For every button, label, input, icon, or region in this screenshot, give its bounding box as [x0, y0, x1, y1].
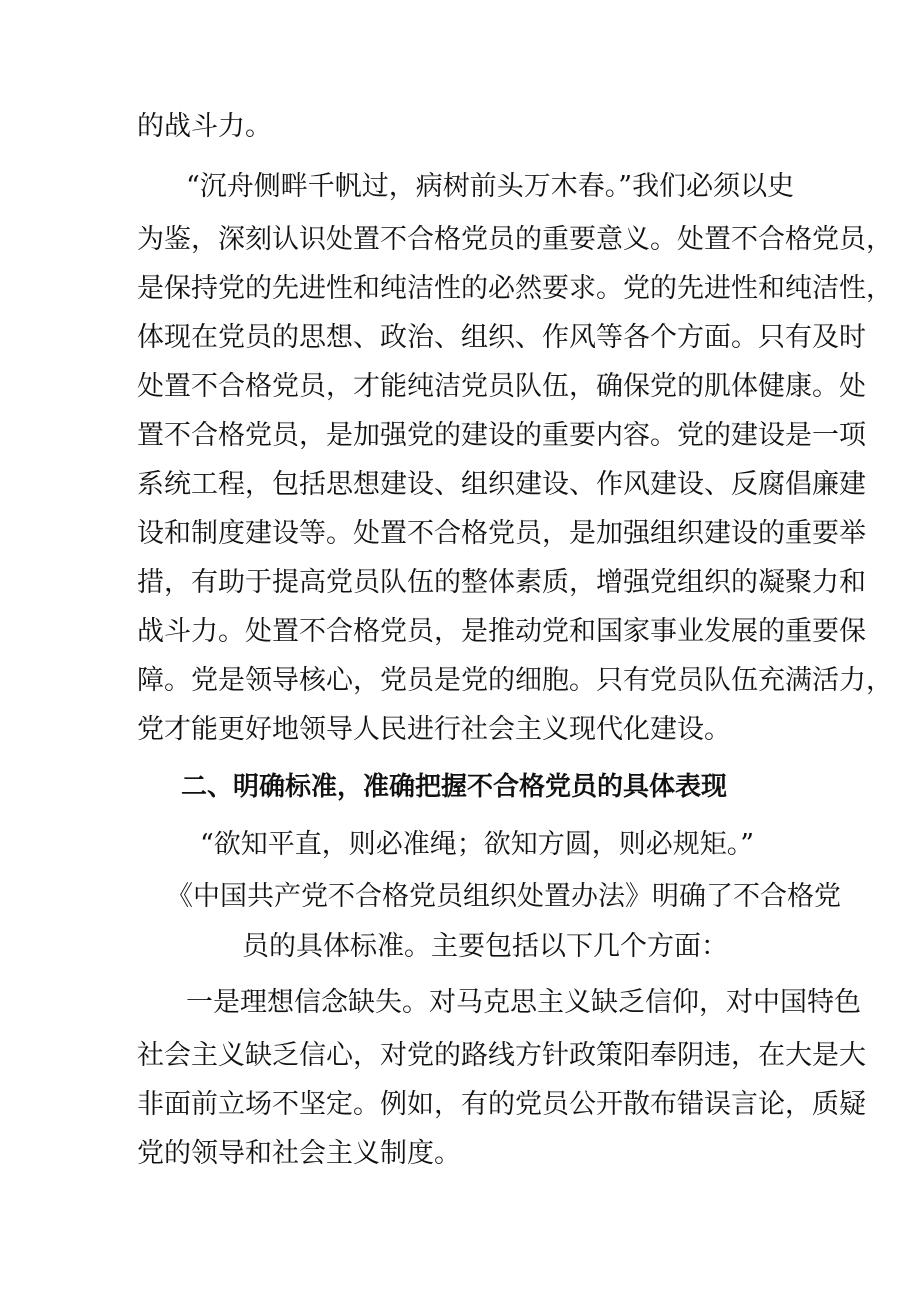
point-line: 非面前立场不坚定。例如，有的党员公开散布错误言论，质疑	[137, 1089, 866, 1120]
paragraph-line: 是保持党的先进性和纯洁性的必然要求。党的先进性和纯洁性，	[137, 273, 893, 304]
quote-line: “欲知平直，则必准绳；欲知方圆，则必规矩。”	[200, 829, 755, 860]
paragraph-line: 处置不合格党员，才能纯洁党员队伍，确保党的肌体健康。处	[137, 371, 866, 402]
section-heading: 二、明确标准，准确把握不合格党员的具体表现	[181, 772, 728, 802]
paragraph-line: 措，有助于提高党员队伍的整体素质，增强党组织的凝聚力和	[137, 567, 866, 598]
paragraph-line: 为鉴，深刻认识处置不合格党员的重要意义。处置不合格党员，	[137, 224, 893, 255]
intro-line: 《中国共产党不合格党员组织处置办法》明确了不合格党	[166, 881, 841, 912]
point-line: 社会主义缺乏信心，对党的路线方针政策阳奉阴违，在大是大	[137, 1040, 866, 1071]
paragraph-line: 系统工程，包括思想建设、组织建设、作风建设、反腐倡廉建	[137, 469, 866, 500]
paragraph-line: 障。党是领导核心，党员是党的细胞。只有党员队伍充满活力，	[137, 665, 893, 696]
intro-line: 员的具体标准。主要包括以下几个方面：	[242, 931, 728, 962]
paragraph-line: 置不合格党员，是加强党的建设的重要内容。党的建设是一项	[137, 420, 866, 451]
paragraph-tail-line: 的战斗力。	[137, 111, 272, 142]
point-line: 党的领导和社会主义制度。	[137, 1138, 461, 1169]
paragraph-line: 战斗力。处置不合格党员，是推动党和国家事业发展的重要保	[137, 616, 866, 647]
point-line: 一是理想信念缺失。对马克思主义缺乏信仰，对中国特色	[186, 987, 861, 1018]
paragraph-line: “沉舟侧畔千帆过，病树前头万木春。”我们必须以史	[186, 171, 795, 202]
paragraph-line: 党才能更好地领导人民进行社会主义现代化建设。	[137, 714, 731, 745]
paragraph-line: 设和制度建设等。处置不合格党员，是加强组织建设的重要举	[137, 518, 866, 549]
paragraph-line: 体现在党员的思想、政治、组织、作风等各个方面。只有及时	[137, 322, 866, 353]
